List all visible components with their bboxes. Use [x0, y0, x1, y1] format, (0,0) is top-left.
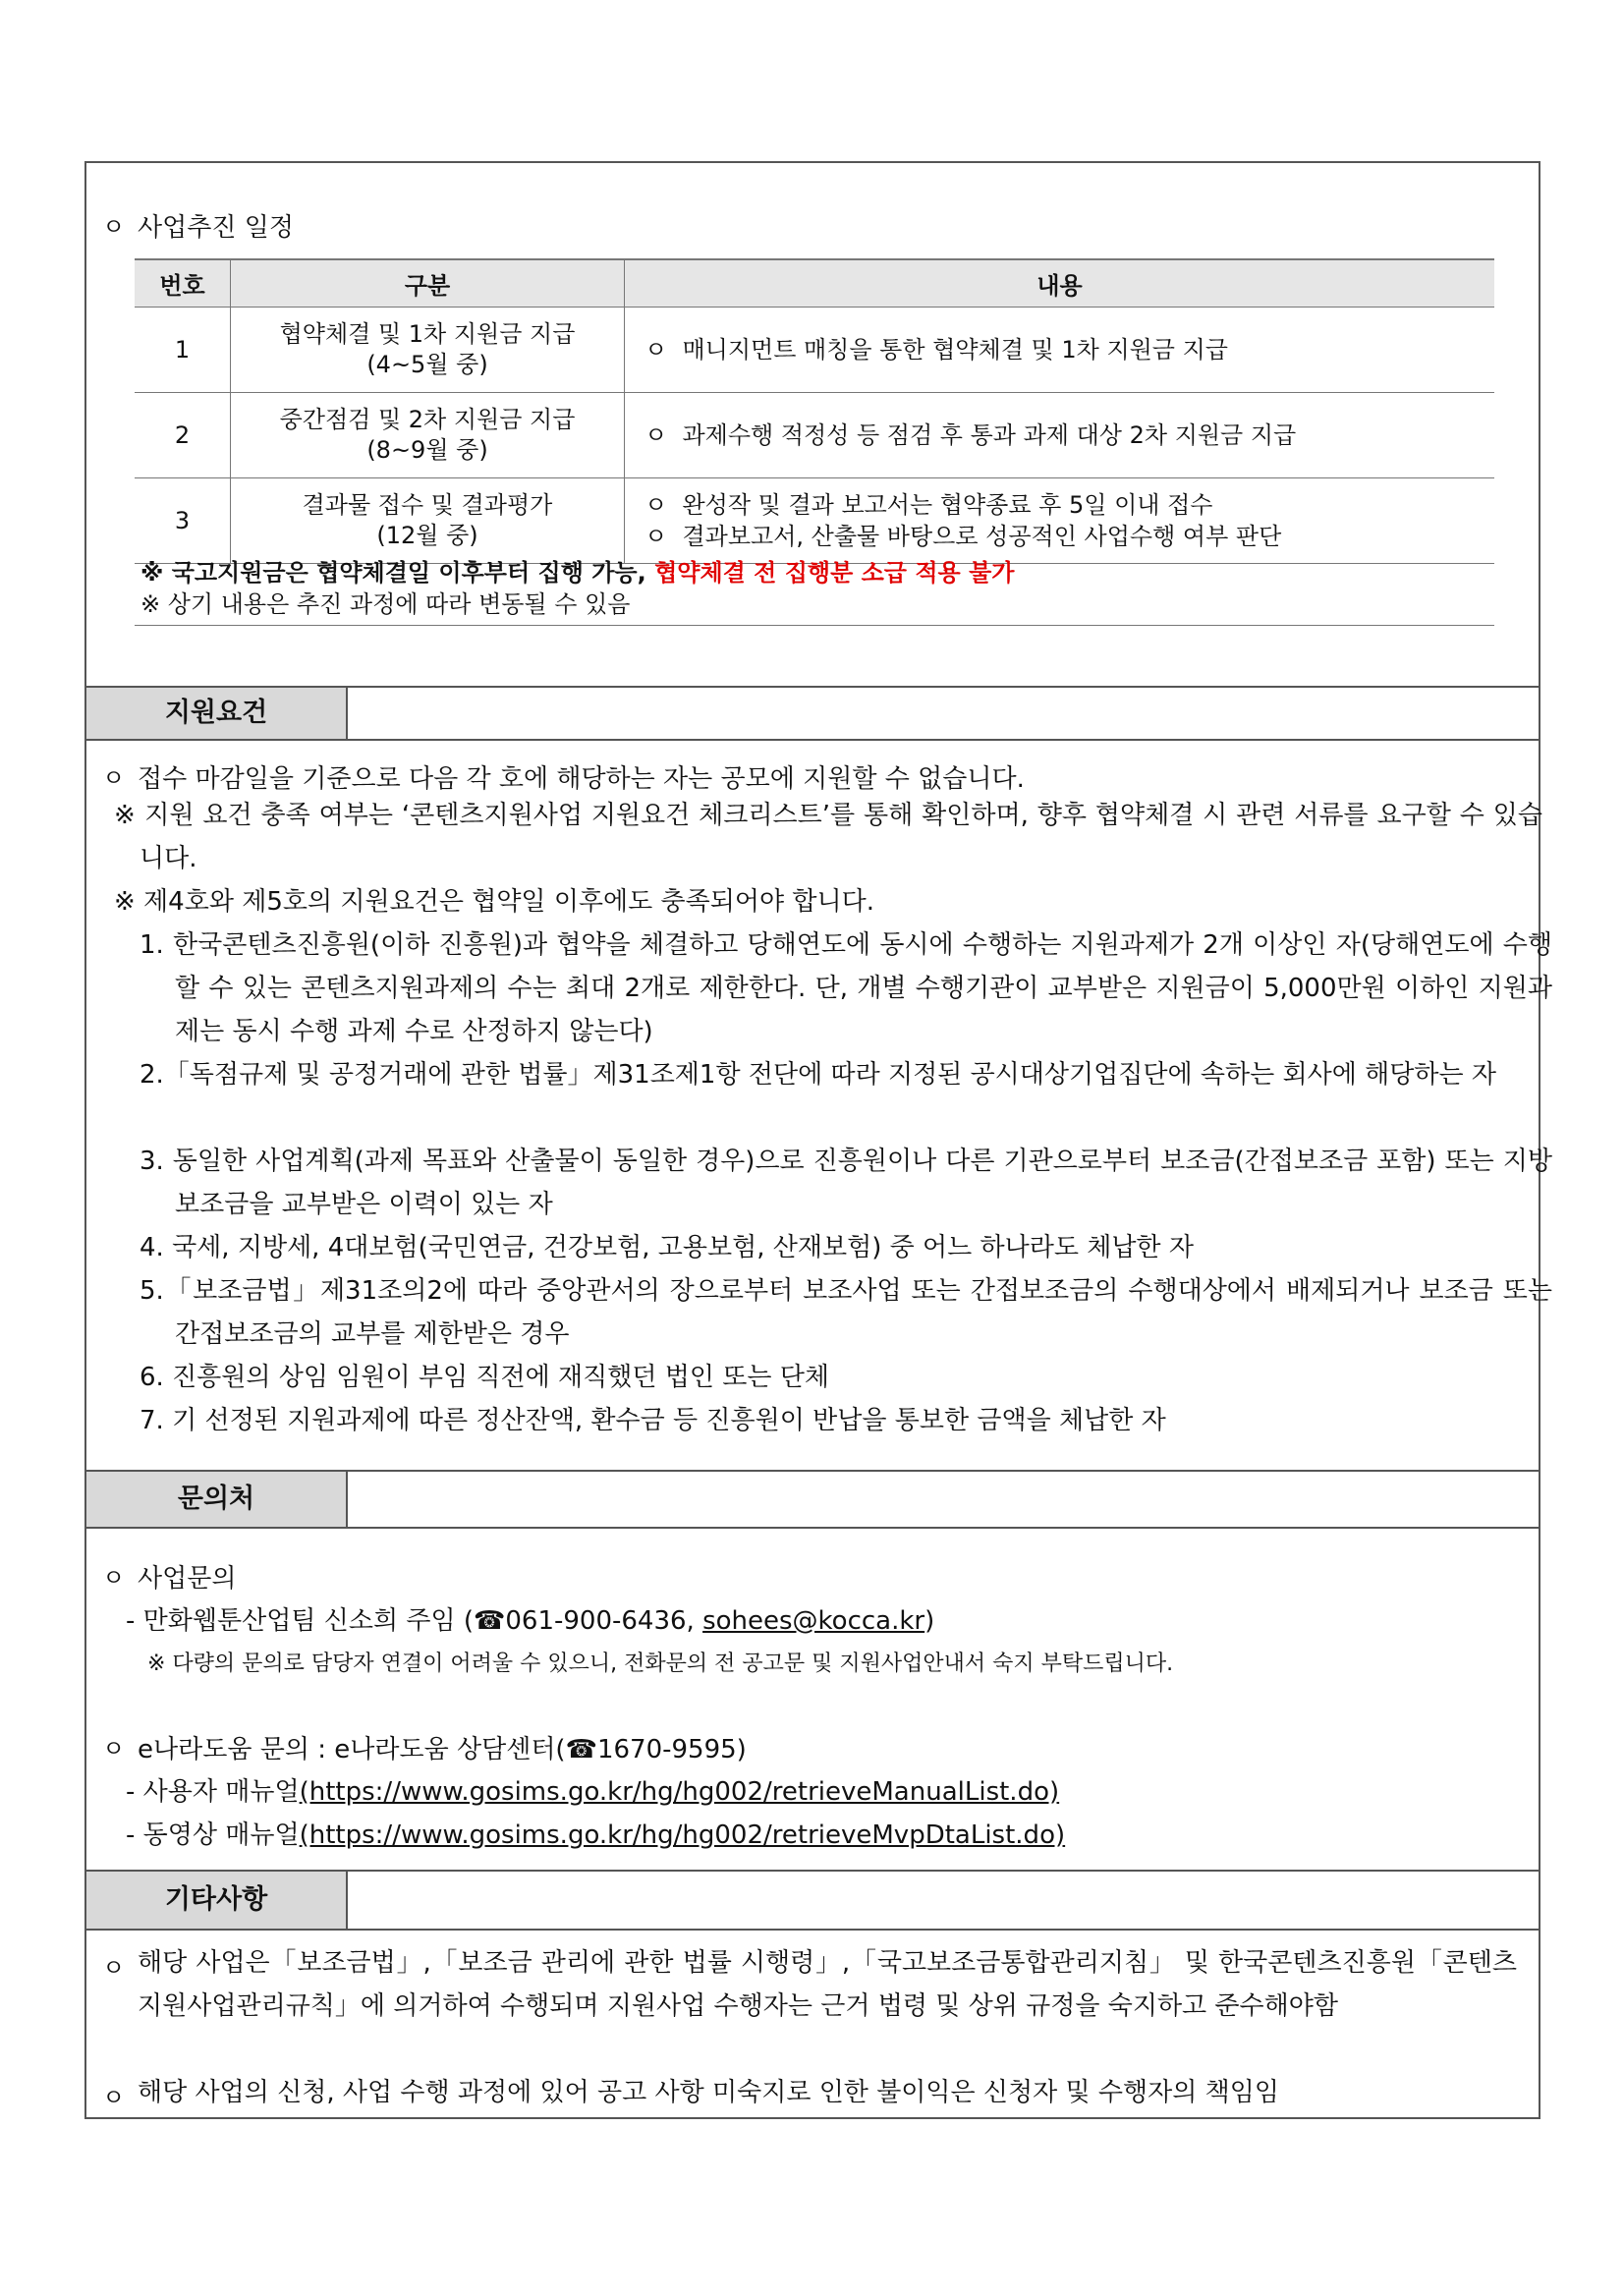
row-category-line: 협약체결 및 1차 지원금 지급	[279, 320, 576, 348]
bullet: ㅇ	[102, 213, 126, 241]
bullet: ㅇ	[102, 1564, 126, 1592]
section-title: 기타사항	[86, 1872, 348, 1929]
schedule-heading: 사업추진 일정	[138, 213, 294, 243]
row-category-period: (8~9월 중)	[366, 436, 488, 464]
bullet: ㅇ	[644, 336, 668, 364]
video-manual-link[interactable]: (https://www.gosims.go.kr/hg/hg002/retrieveMvpDtaList.do)	[299, 1820, 1066, 1850]
section-header-etc	[86, 1870, 1539, 1931]
row-category	[231, 393, 625, 478]
req-intro: 접수 마감일을 기준으로 다음 각 호에 해당하는 자는 공모에 지원할 수 없습니다.	[138, 764, 1025, 794]
contact-person	[126, 1600, 934, 1637]
row-category-line: 중간점검 및 2차 지원금 지급	[279, 406, 576, 433]
user-manual-link[interactable]: (https://www.gosims.go.kr/hg/hg002/retrieveManualList.do)	[299, 1777, 1060, 1807]
contact-person-text: - 만화웹툰산업팀 신소희 주임 (☎061-900-6436,	[126, 1606, 703, 1636]
etc-item-1: 해당 사업은「보조금법」,「보조금 관리에 관한 법률 시행령」,「국고보조금통합관리지침」 및 한국콘텐츠진흥원「콘텐츠지원사업관리규칙」에 의거하여 수행되며 지원사업 수행자는 근거 법령 및 상위 규정을 숙지하고 준수해야함	[138, 1948, 1517, 2021]
req-item-6: 6. 진흥원의 상임 임원이 부임 직전에 재직했던 법인 또는 단체	[140, 1363, 829, 1392]
row-desc-line: 결과보고서, 산출물 바탕으로 성공적인 사업수행 여부 판단	[682, 523, 1282, 550]
bullet: ㅇ	[102, 1735, 126, 1763]
req-item-5: 5.「보조금법」제31조의2에 따라 중앙관서의 장으로부터 보조사업 또는 간접보조금의 수행대상에서 배제되거나 보조금 또는 간접보조금의 교부를 제한받은 경우	[140, 1276, 1552, 1349]
row-num: 3	[135, 478, 231, 564]
row-category-line: 결과물 접수 및 결과평가	[302, 491, 553, 519]
col-desc: 내용	[625, 259, 1495, 308]
row-category-period: (12월 중)	[376, 522, 478, 549]
video-manual	[126, 1815, 1065, 1851]
schedule-table	[135, 258, 1494, 564]
req-item-7: 7. 기 선정된 지원과제에 따른 정산잔액, 환수금 등 진흥원이 반납을 통보한 금액을 체납한 자	[140, 1406, 1166, 1435]
bullet: ㅇ	[644, 491, 668, 519]
schedule-notes	[135, 551, 1494, 626]
bullet: ㅇ	[102, 2084, 126, 2111]
row-num: 2	[135, 393, 231, 478]
paren-close: )	[924, 1606, 935, 1636]
note-red: 협약체결 전 집행분 소급 적용 불가	[654, 559, 1015, 587]
etc-item-2: 해당 사업의 신청, 사업 수행 과정에 있어 공고 사항 미숙지로 인한 불이익은 신청자 및 수행자의 책임임	[138, 2078, 1279, 2107]
row-desc-line: 과제수행 적정성 등 점검 후 통과 과제 대상 2차 지원금 지급	[682, 421, 1297, 449]
section-header-contact	[86, 1470, 1539, 1529]
note-plain: ※ 상기 내용은 추진 과정에 따라 변동될 수 있음	[140, 590, 631, 618]
row-category-period: (4~5월 중)	[366, 351, 488, 378]
req-item-3: 3. 동일한 사업계획(과제 목표와 산출물이 동일한 경우)으로 진흥원이나 다른 기관으로부터 보조금(간접보조금 포함) 또는 지방보조금을 교부받은 이력이 있는 자	[140, 1147, 1552, 1219]
col-cat: 구분	[231, 259, 625, 308]
section-header-requirements	[86, 686, 1539, 741]
req-item-1: 1. 한국콘텐츠진흥원(이하 진흥원)과 협약을 체결하고 당해연도에 동시에 수행하는 지원과제가 2개 이상인 자(당해연도에 수행할 수 있는 콘텐츠지원과제의 수는 최대 2개로 제한한다. 단, 개별 수행기관이 교부받은 지원금이 5,000만원 이하인 지원과제는 동시 수행 과제 수로 산정하지 않는다)	[140, 930, 1552, 1046]
col-num: 번호	[135, 259, 231, 308]
contact-biz-heading: 사업문의	[138, 1564, 237, 1594]
note-bold: ※ 국고지원금은 협약체결일 이후부터 집행 가능,	[140, 559, 655, 587]
row-desc-line: 매니지먼트 매칭을 통한 협약체결 및 1차 지원금 지급	[682, 336, 1228, 364]
section-title: 지원요건	[86, 688, 348, 739]
req-item-4: 4. 국세, 지방세, 4대보험(국민연금, 건강보험, 고용보험, 산재보험) 중 어느 하나라도 체납한 자	[140, 1233, 1194, 1262]
req-note2: ※ 제4호와 제5호의 지원요건은 협약일 이후에도 충족되어야 합니다.	[114, 887, 875, 917]
req-note1: ※ 지원 요건 충족 여부는 ‘콘텐츠지원사업 지원요건 체크리스트’를 통해 확인하며, 향후 협약체결 시 관련 서류를 요구할 수 있습니다.	[114, 801, 1542, 873]
row-desc-line: 완성작 및 결과 보고서는 협약종료 후 5일 이내 접수	[682, 491, 1213, 519]
row-category	[231, 308, 625, 393]
row-num: 1	[135, 308, 231, 393]
enara-heading: e나라도움 문의 : e나라도움 상담센터(☎1670-9595)	[138, 1735, 747, 1764]
video-manual-label: - 동영상 매뉴얼	[126, 1820, 300, 1850]
row-desc	[625, 393, 1495, 478]
bullet: ㅇ	[102, 764, 126, 792]
document-frame	[84, 161, 1552, 2119]
bullet: ㅇ	[644, 421, 668, 449]
user-manual-label: - 사용자 매뉴얼	[126, 1777, 300, 1807]
email-link[interactable]: sohees@kocca.kr	[702, 1606, 925, 1636]
contact-note: ※ 다량의 문의로 담당자 연결이 어려울 수 있으니, 전화문의 전 공고문 및 지원사업안내서 숙지 부탁드립니다.	[147, 1652, 1174, 1676]
section-title: 문의처	[86, 1472, 348, 1527]
table-row	[135, 393, 1494, 478]
table-row	[135, 308, 1494, 393]
req-item-2: 2.「독점규제 및 공정거래에 관한 법률」제31조제1항 전단에 따라 지정된 공시대상기업집단에 속하는 회사에 해당하는 자	[140, 1060, 1496, 1090]
user-manual	[126, 1771, 1059, 1808]
bullet: ㅇ	[102, 1954, 126, 1982]
bullet: ㅇ	[644, 523, 668, 550]
row-desc	[625, 308, 1495, 393]
